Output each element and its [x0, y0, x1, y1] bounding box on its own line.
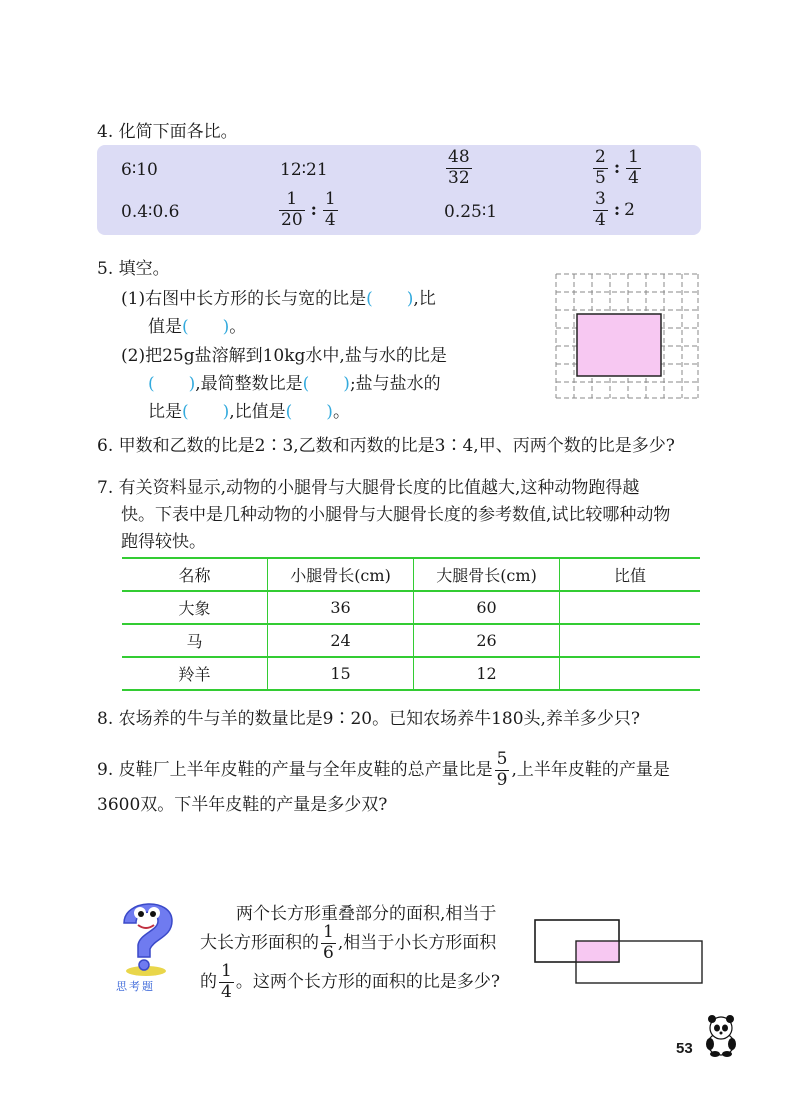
cell-ratio[interactable] [560, 624, 701, 657]
bone-length-table [122, 557, 700, 691]
header-thigh: 大腿骨长(cm) [414, 558, 560, 591]
ratio-0.25-1: 0.25∶1 [444, 202, 498, 222]
cell-ratio[interactable] [560, 657, 701, 690]
grid-rectangle-figure [552, 272, 702, 400]
ratio-48-32: $\frac{48}{32}$ [448, 146, 470, 188]
q7-line2: 快。下表中是几种动物的小腿骨与大腿骨长度的参考数值,试比较哪种动物 [121, 505, 671, 525]
ratio-0.4-0.6: 0.4∶0.6 [121, 202, 180, 222]
cell-ratio[interactable] [560, 591, 701, 624]
ratio-6-10: 6∶10 [121, 160, 158, 180]
cell-shin: 24 [268, 624, 414, 657]
panda-icon [702, 1014, 740, 1058]
cell-animal: 羚羊 [178, 665, 211, 684]
ratio-3-4-2: $\frac{3}{4}$ : 2 [595, 188, 635, 230]
q4-ratio-box [97, 145, 701, 235]
table-row [122, 591, 700, 624]
cell-animal: 马 [186, 632, 203, 651]
q5-line4: ( ),最简整数比是( );盐与盐水的 [148, 374, 441, 394]
q7-line1: 7. 有关资料显示,动物的小腿骨与大腿骨长度的比值越大,这种动物跑得越 [97, 478, 640, 498]
cell-shin: 15 [268, 657, 414, 690]
q4-title: 4. 化简下面各比。 [97, 122, 238, 142]
cell-shin: 36 [268, 591, 414, 624]
cell-thigh: 12 [414, 657, 560, 690]
table-header-row [122, 558, 700, 591]
cell-animal: 大象 [178, 599, 211, 618]
overlapping-rectangles-figure [533, 918, 705, 988]
think-line2: 大长方形面积的 $\frac{1}{6}$ ,相当于小长方形面积 [200, 922, 497, 963]
pink-rectangle [577, 314, 661, 376]
q6-text: 6. 甲数和乙数的比是2∶3,乙数和丙数的比是3∶4,甲、丙两个数的比是多少? [97, 436, 675, 456]
table-row [122, 657, 700, 690]
q9-fraction: $\frac{5}{9}$ [496, 748, 508, 790]
q5-line3: (2)把25g盐溶解到10kg水中,盐与水的比是 [121, 346, 447, 366]
q9-line2: 3600双。下半年皮鞋的产量是多少双? [97, 795, 388, 815]
header-name: 名称 [178, 566, 211, 585]
question-mark-mascot-icon [110, 895, 182, 977]
cell-thigh: 60 [414, 591, 560, 624]
q5-line5: 比是( ),比值是( )。 [148, 402, 350, 422]
q5-title: 5. 填空。 [97, 259, 170, 279]
think-label: 思考题 [116, 980, 155, 993]
q9-line1: 9. 皮鞋厂上半年皮鞋的产量与全年皮鞋的总产量比是 $\frac{5}{9}$ ,上半年皮鞋的产量是 [97, 748, 670, 790]
q5-line1: (1)右图中长方形的长与宽的比是( ),比 [121, 289, 436, 309]
q5-line2: 值是( )。 [148, 317, 247, 337]
page-number: 53 [676, 1040, 693, 1057]
ratio-1-20-1-4: $\frac{1}{20}$ : $\frac{1}{4}$ [281, 188, 336, 230]
header-shin: 小腿骨长(cm) [268, 558, 414, 591]
header-ratio: 比值 [560, 558, 701, 591]
q7-line3: 跑得较快。 [121, 532, 206, 552]
cell-thigh: 26 [414, 624, 560, 657]
q8-text: 8. 农场养的牛与羊的数量比是9∶20。已知农场养牛180头,养羊多少只? [97, 709, 641, 729]
table-row [122, 624, 700, 657]
think-line3: 的 $\frac{1}{4}$ 。这两个长方形的面积的比是多少? [200, 961, 500, 1002]
ratio-12-21: 12∶21 [280, 160, 328, 180]
ratio-2-5-1-4: $\frac{2}{5}$ : $\frac{1}{4}$ [595, 146, 639, 188]
think-line1: 两个长方形重叠部分的面积,相当于 [236, 904, 497, 924]
